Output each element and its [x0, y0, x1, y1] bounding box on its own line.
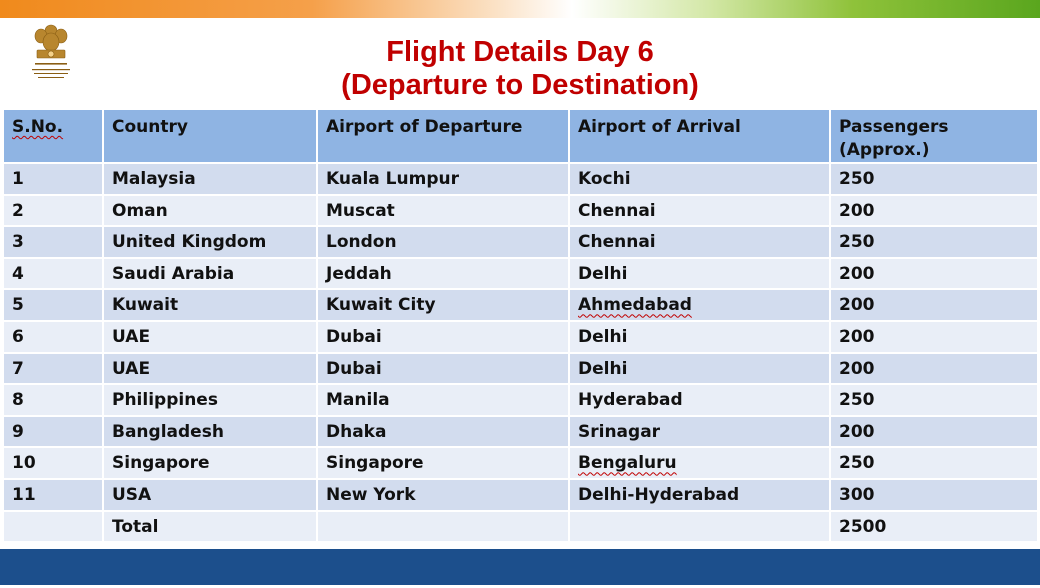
cell-passengers: 250 [830, 384, 1038, 416]
cell-departure: Singapore [317, 447, 569, 479]
cell-departure: Dhaka [317, 416, 569, 448]
cell-sno: 7 [3, 353, 103, 385]
cell-passengers: 200 [830, 258, 1038, 290]
cell-departure: Dubai [317, 353, 569, 385]
cell-arrival: Srinagar [569, 416, 830, 448]
table-row [3, 258, 1038, 290]
table-total-row [3, 511, 1038, 543]
table-header-row [3, 109, 1038, 163]
cell-arrival: Delhi-Hyderabad [569, 479, 830, 511]
cell-sno: 8 [3, 384, 103, 416]
cell-total-label: Total [103, 511, 317, 543]
cell-arrival: Chennai [569, 226, 830, 258]
cell-departure: Dubai [317, 321, 569, 353]
cell-passengers: 200 [830, 321, 1038, 353]
table-row [3, 447, 1038, 479]
cell-departure: London [317, 226, 569, 258]
header-passengers: Passengers (Approx.) [830, 109, 1038, 163]
cell-arrival: Chennai [569, 195, 830, 227]
cell-arrival: Bengaluru [569, 447, 830, 479]
cell-departure: Jeddah [317, 258, 569, 290]
cell-passengers: 200 [830, 353, 1038, 385]
cell-country: United Kingdom [103, 226, 317, 258]
cell-sno: 3 [3, 226, 103, 258]
page-title [0, 36, 1040, 102]
header-sno: S.No. [3, 109, 103, 163]
cell-departure: New York [317, 479, 569, 511]
flight-details-table [2, 108, 1039, 543]
cell-country: UAE [103, 321, 317, 353]
table-row [3, 321, 1038, 353]
cell-arrival: Hyderabad [569, 384, 830, 416]
cell-country: Saudi Arabia [103, 258, 317, 290]
cell-country: Oman [103, 195, 317, 227]
cell-country: Philippines [103, 384, 317, 416]
cell-sno: 6 [3, 321, 103, 353]
cell-passengers: 300 [830, 479, 1038, 511]
cell-country: Singapore [103, 447, 317, 479]
flight-table-container [2, 108, 1037, 543]
cell-departure: Kuwait City [317, 289, 569, 321]
cell-arrival [569, 511, 830, 543]
cell-arrival: Kochi [569, 163, 830, 195]
cell-sno: 4 [3, 258, 103, 290]
cell-sno: 9 [3, 416, 103, 448]
cell-arrival: Delhi [569, 353, 830, 385]
cell-sno: 10 [3, 447, 103, 479]
cell-country: UAE [103, 353, 317, 385]
table-row [3, 479, 1038, 511]
cell-sno: 5 [3, 289, 103, 321]
cell-sno [3, 511, 103, 543]
cell-passengers: 200 [830, 289, 1038, 321]
header-departure: Airport of Departure [317, 109, 569, 163]
cell-passengers: 250 [830, 226, 1038, 258]
title-line-1: Flight Details Day 6 [386, 36, 654, 68]
cell-arrival: Ahmedabad [569, 289, 830, 321]
cell-sno: 1 [3, 163, 103, 195]
cell-arrival: Delhi [569, 321, 830, 353]
cell-departure: Muscat [317, 195, 569, 227]
cell-departure [317, 511, 569, 543]
header-arrival: Airport of Arrival [569, 109, 830, 163]
cell-total-passengers: 2500 [830, 511, 1038, 543]
table-row [3, 195, 1038, 227]
cell-arrival: Delhi [569, 258, 830, 290]
tricolor-stripe [0, 0, 1040, 18]
cell-passengers: 250 [830, 447, 1038, 479]
header-country: Country [103, 109, 317, 163]
cell-country: USA [103, 479, 317, 511]
table-row [3, 226, 1038, 258]
cell-sno: 11 [3, 479, 103, 511]
table-row [3, 289, 1038, 321]
cell-country: Kuwait [103, 289, 317, 321]
table-row [3, 384, 1038, 416]
cell-country: Bangladesh [103, 416, 317, 448]
cell-passengers: 200 [830, 195, 1038, 227]
table-row [3, 163, 1038, 195]
cell-departure: Manila [317, 384, 569, 416]
cell-passengers: 200 [830, 416, 1038, 448]
cell-departure: Kuala Lumpur [317, 163, 569, 195]
footer-bar [0, 549, 1040, 585]
cell-country: Malaysia [103, 163, 317, 195]
table-row [3, 416, 1038, 448]
cell-sno: 2 [3, 195, 103, 227]
cell-passengers: 250 [830, 163, 1038, 195]
table-row [3, 353, 1038, 385]
title-line-2: (Departure to Destination) [341, 69, 699, 101]
